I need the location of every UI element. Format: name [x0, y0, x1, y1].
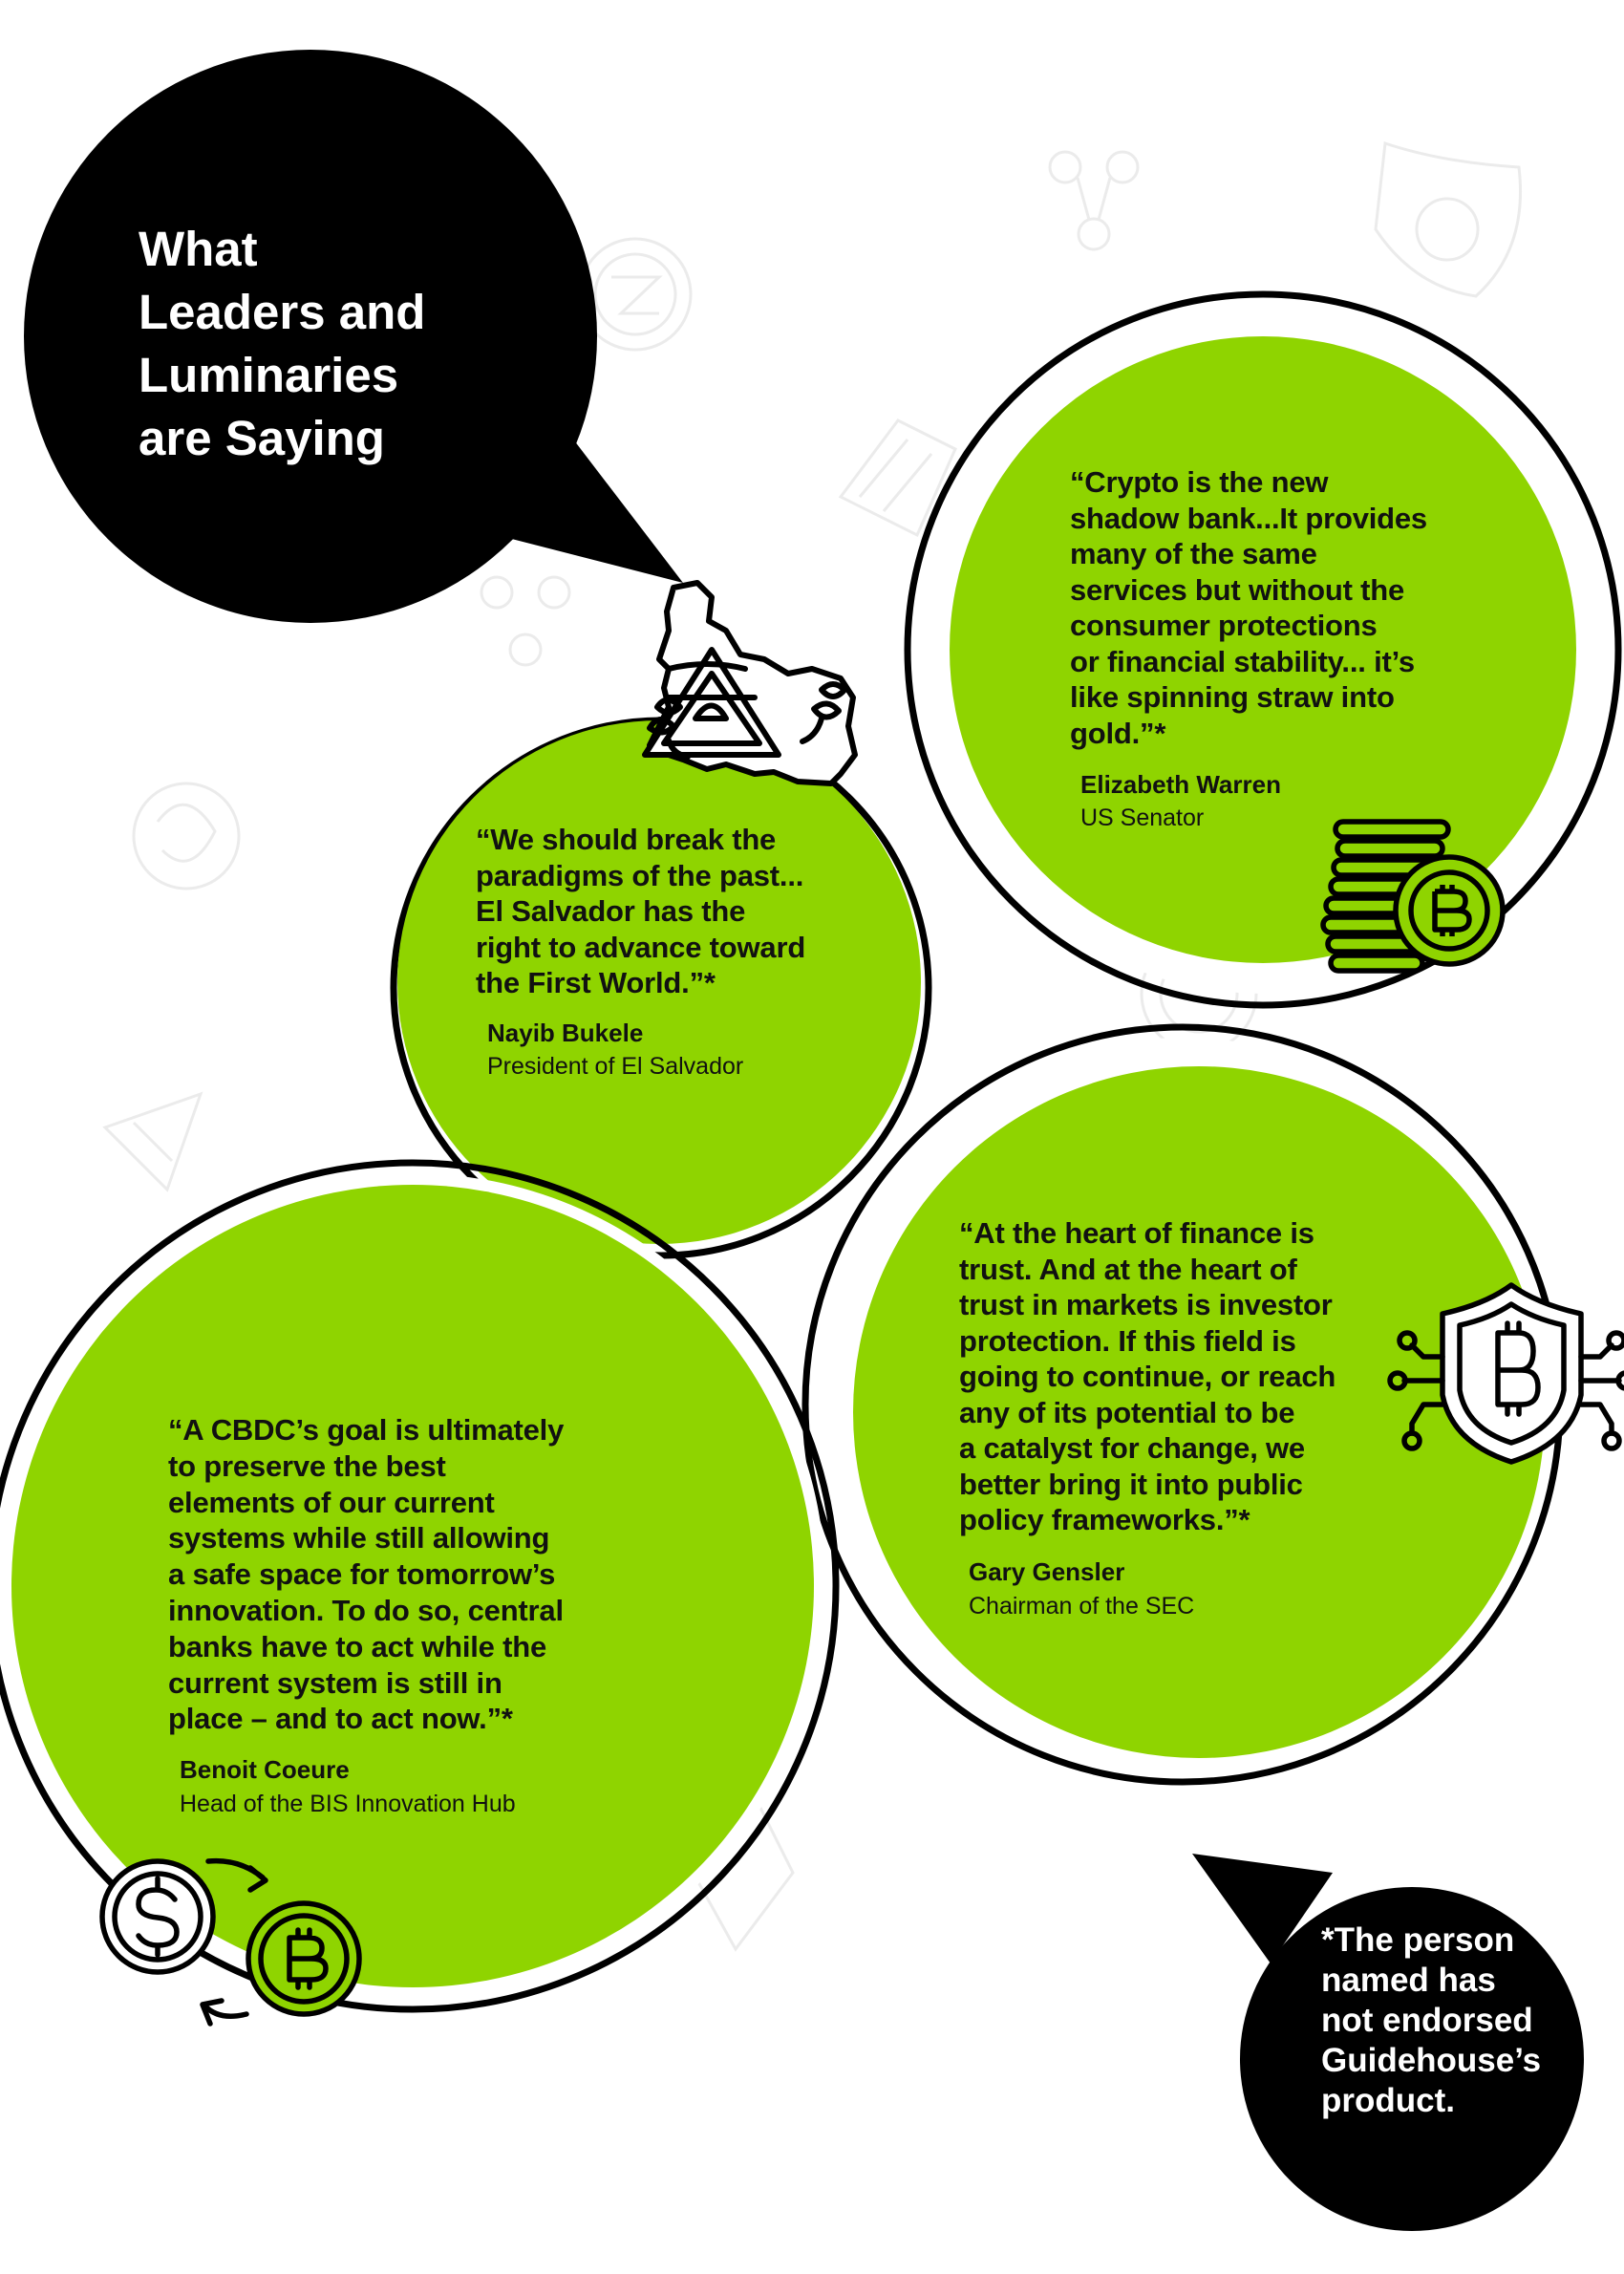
- coeure-name: Benoit Coeure: [180, 1755, 350, 1784]
- bukele-quote-text: “We should break the paradigms of the past... El Salvador has the right to advance toward the First World.”*: [476, 823, 806, 999]
- coeure-role: Head of the BIS Innovation Hub: [180, 1791, 516, 1817]
- watermark-shield-icon: [1376, 143, 1521, 296]
- bukele-role: President of El Salvador: [487, 1053, 744, 1080]
- gensler-quote-text: “At the heart of finance is trust. And at the heart of trust in markets is investor protection. If this field is going to continue, or reach any of its potential to be a catalyst for change, we better bring it into public policy frameworks.”*: [959, 1216, 1336, 1536]
- gensler-role: Chairman of the SEC: [969, 1593, 1195, 1620]
- watermark-ethereum-icon: [105, 1094, 201, 1190]
- watermark-ripple-icon: [481, 577, 569, 665]
- watermark-chart-icon: [841, 420, 955, 535]
- warren-quote-text: “Crypto is the new shadow bank...It provides many of the same services but without the consumer protections or financial stability... it’s like spinning straw into gold.”*: [1070, 465, 1427, 750]
- disclaimer-text: *The person named has not endorsed Guidehouse’s product.: [1321, 1921, 1542, 2119]
- watermark-ripple-icon: [1050, 152, 1138, 249]
- watermark-coin-icon: [134, 783, 239, 889]
- gensler-name: Gary Gensler: [969, 1557, 1125, 1586]
- coeure-quote-text: “A CBDC’s goal is ultimately to preserve the best elements of our current systems while still allowing a safe space for tomorrow’s innovation. To do so, central banks have to act while the current system is still in place – and to act now.”*: [168, 1413, 565, 1736]
- warren-name: Elizabeth Warren: [1080, 770, 1281, 799]
- bukele-name: Nayib Bukele: [487, 1019, 644, 1047]
- page-title: What Leaders and Luminaries are Saying: [139, 222, 426, 465]
- el-salvador-map-icon: [645, 583, 855, 783]
- warren-role: US Senator: [1080, 804, 1205, 831]
